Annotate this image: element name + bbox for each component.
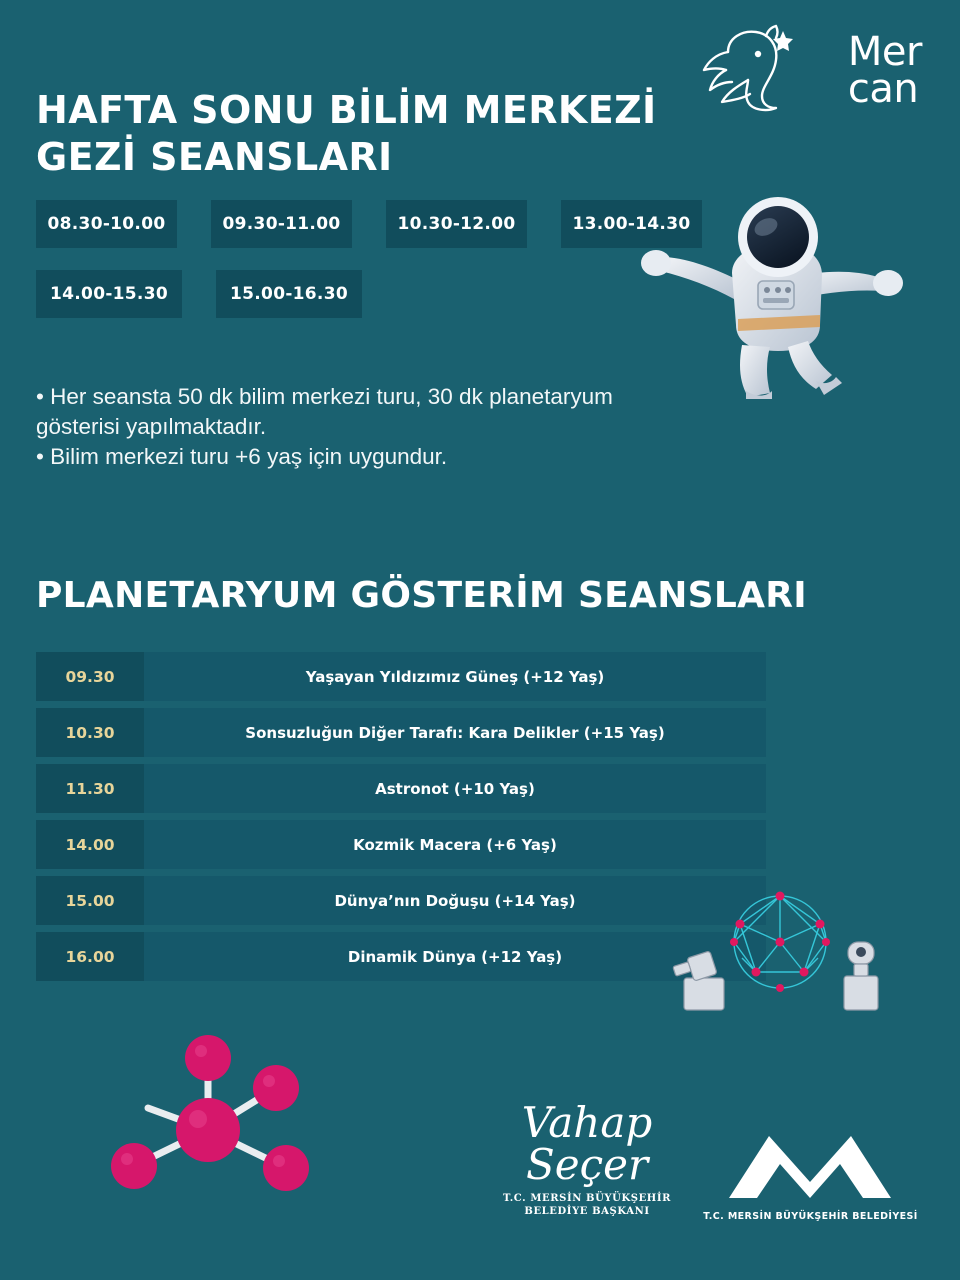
row-show-name: Kozmik Macera (+6 Yaş)	[144, 820, 766, 869]
note-line-2: gösterisi yapılmaktadır.	[36, 413, 267, 439]
row-time: 15.00	[36, 876, 144, 925]
signature-subtitle	[462, 1192, 712, 1218]
mayor-signature	[462, 1098, 712, 1218]
page-title	[36, 87, 676, 180]
mercan-logo	[692, 18, 922, 123]
row-time: 10.30	[36, 708, 144, 757]
tour-session-chip[interactable]: 15.00-16.30	[216, 270, 362, 318]
signature-subtitle-line-2: BELEDİYE BAŞKANI	[524, 1206, 650, 1217]
robot-illustration	[668, 880, 898, 1025]
planetarium-schedule-table	[36, 652, 766, 988]
table-row[interactable]	[36, 708, 766, 757]
tour-session-chip[interactable]: 09.30-11.00	[211, 200, 352, 248]
row-show-name: Astronot (+10 Yaş)	[144, 764, 766, 813]
signature-name: Vahap Seçer	[521, 1098, 653, 1189]
tour-session-chip[interactable]: 10.30-12.00	[386, 200, 527, 248]
signature-subtitle-line-1: T.C. MERSİN BÜYÜKŞEHİR	[502, 1193, 672, 1204]
session-notes	[36, 382, 786, 472]
mercan-wordmark	[847, 29, 922, 112]
note-line-1: • Her seansta 50 dk bilim merkezi turu, 30 dk planetaryum	[36, 384, 613, 409]
municipality-name: T.C. MERSİN BÜYÜKŞEHİR BELEDİYESİ	[703, 1211, 918, 1222]
logo-line-2: can	[847, 65, 919, 112]
molecule-illustration	[90, 1020, 360, 1220]
row-time: 14.00	[36, 820, 144, 869]
row-time: 11.30	[36, 764, 144, 813]
tour-session-chip[interactable]: 13.00-14.30	[561, 200, 702, 248]
row-show-name: Yaşayan Yıldızımız Güneş (+12 Yaş)	[144, 652, 766, 701]
logo-line-1: Mer	[847, 29, 922, 75]
row-show-name: Dünya’nın Doğuşu (+14 Yaş)	[144, 876, 766, 925]
note-line-3: • Bilim merkezi turu +6 yaş için uygundur.	[36, 443, 448, 469]
row-show-name: Dinamik Dünya (+12 Yaş)	[144, 932, 766, 981]
row-time: 16.00	[36, 932, 144, 981]
astronaut-illustration	[620, 185, 950, 400]
municipality-logo	[703, 1126, 918, 1222]
tour-session-chip[interactable]: 14.00-15.30	[36, 270, 182, 318]
table-row[interactable]	[36, 876, 766, 925]
row-time: 09.30	[36, 652, 144, 701]
mersin-m-logo-icon	[703, 1126, 918, 1207]
tour-session-chip[interactable]: 08.30-10.00	[36, 200, 177, 248]
whale-mascot-icon	[692, 24, 802, 124]
table-row[interactable]	[36, 764, 766, 813]
row-show-name: Sonsuzluğun Diğer Tarafı: Kara Delikler (+15 Yaş)	[144, 708, 766, 757]
page-title-line-2: GEZİ SEANSLARI	[36, 134, 393, 179]
table-row[interactable]	[36, 820, 766, 869]
page-title-line-1: HAFTA SONU BİLİM MERKEZİ	[36, 88, 657, 133]
table-row[interactable]	[36, 932, 766, 981]
planetarium-section-title: PLANETARYUM GÖSTERİM SEANSLARI	[36, 574, 807, 616]
table-row[interactable]	[36, 652, 766, 701]
